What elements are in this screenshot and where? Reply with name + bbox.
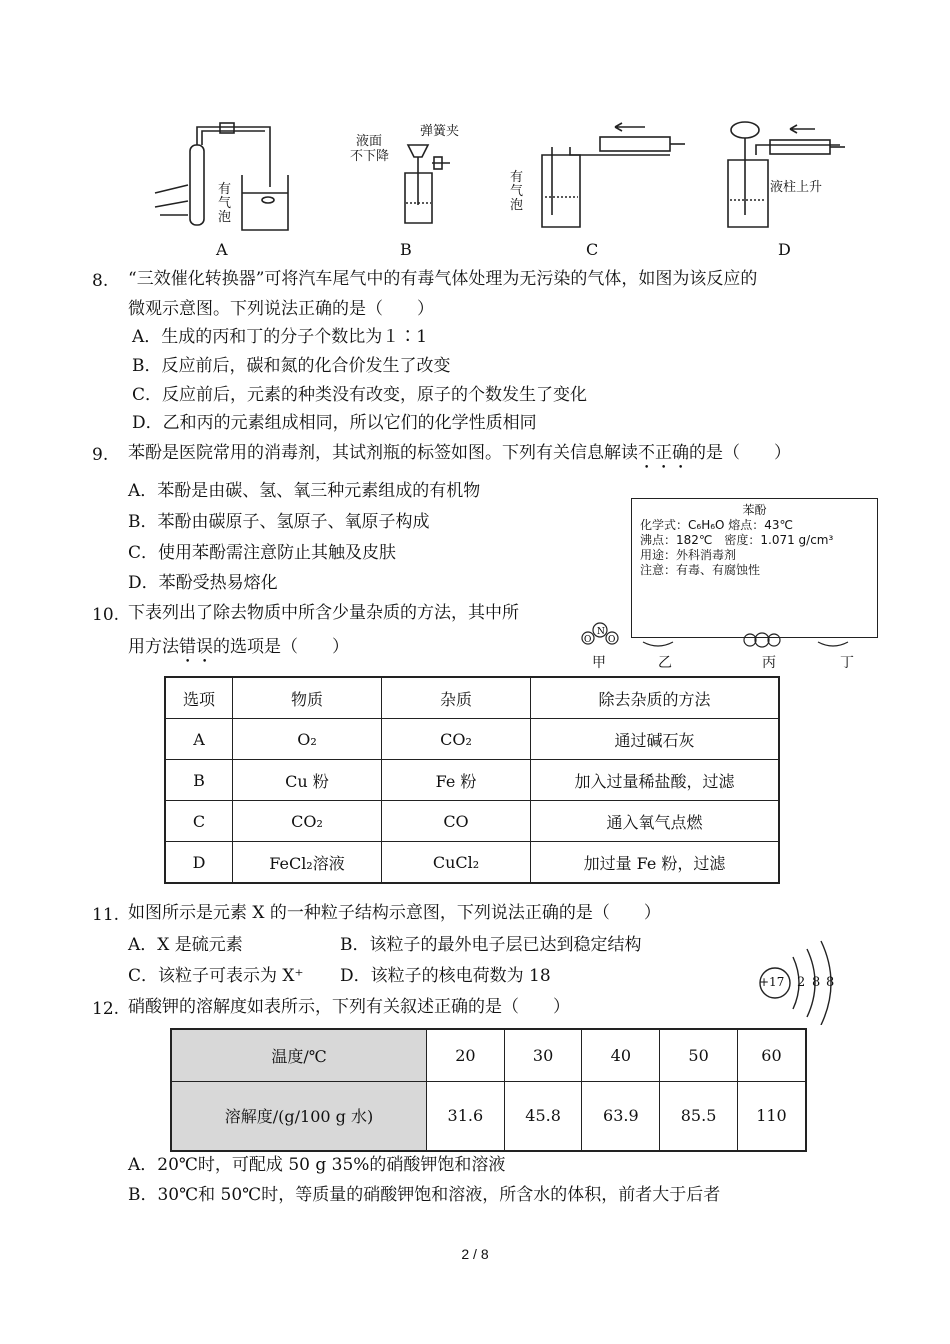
- q11-option-d: D．该粒子的核电荷数为 18: [340, 966, 551, 986]
- nucleus-charge: +17: [759, 975, 785, 989]
- table-row: 温度/℃ 20 30 40 50 60: [171, 1029, 806, 1081]
- impurity-table: [164, 676, 780, 884]
- q8-option-c: C．反应前后，元素的种类没有改变，原子的个数发生了变化: [132, 385, 588, 405]
- phenol-label-line1: 化学式：C₆H₆O 熔点：43℃: [640, 518, 794, 532]
- svg-text:N: N: [597, 627, 605, 637]
- q10-stem-line1: 下表列出了除去物质中所含少量杂质的方法，其中所: [128, 603, 519, 623]
- figure-label-c: C: [586, 240, 599, 259]
- table-row: B Cu 粉 Fe 粉 加入过量稀盐酸，过滤: [165, 760, 779, 801]
- q9-emphasis: 不正确: [638, 443, 689, 463]
- molecule-label-bing: 丙: [762, 655, 776, 671]
- figure-label-d: D: [778, 240, 791, 259]
- q10-emphasis: 错误: [179, 637, 213, 657]
- q11-option-a: A．X 是硫元素: [128, 935, 243, 955]
- table-row: D FeCl₂溶液 CuCl₂ 加过量 Fe 粉，过滤: [165, 842, 779, 884]
- molecule-label-yi: 乙: [658, 655, 672, 671]
- q12-option-b: B．30℃和 50℃时，等质量的硝酸钾饱和溶液，所含水的体积，前者大于后者: [128, 1185, 721, 1205]
- phenol-label-line4: 注意：有毒、有腐蚀性: [640, 563, 761, 577]
- q9-option-a: A．苯酚是由碳、氢、氧三种元素组成的有机物: [128, 481, 481, 501]
- q8-number: 8.: [92, 271, 109, 291]
- table-row: A O₂ CO₂ 通过碱石灰: [165, 719, 779, 760]
- table-header: 选项: [165, 677, 233, 719]
- table-row-header: 温度/℃: [171, 1029, 427, 1081]
- q10-stem-line2: 用方法错误的选项是（ ）: [128, 637, 349, 657]
- q8-stem-line2: 微观示意图。下列说法正确的是（ ）: [128, 299, 434, 319]
- figure-c-apparatus: [542, 123, 685, 227]
- q9-option-c: C．使用苯酚需注意防止其触及皮肤: [128, 543, 397, 563]
- phenol-reagent-label: [631, 498, 878, 638]
- phenol-label-line2: 沸点：182℃ 密度：1.071 g/cm³: [640, 533, 834, 547]
- page-number: 2 / 8: [461, 1246, 489, 1262]
- molecule-label-ding: 丁: [840, 655, 854, 671]
- figure-c-bubble-label: 有气泡: [510, 170, 524, 213]
- q12-option-a: A．20℃时，可配成 50 g 35%的硝酸钾饱和溶液: [128, 1155, 506, 1175]
- molecule-label-jia: 甲: [592, 655, 606, 671]
- figure-label-b: B: [400, 240, 412, 259]
- svg-text:O: O: [608, 635, 616, 645]
- shell-2-electrons: 8: [812, 975, 821, 990]
- phenol-label-line3: 用途：外科消毒剂: [640, 548, 737, 562]
- q11-stem: 如图所示是元素 X 的一种粒子结构示意图，下列说法正确的是（ ）: [128, 903, 661, 923]
- q9-option-b: B．苯酚由碳原子、氢原子、氧原子构成: [128, 512, 430, 532]
- solubility-table: [170, 1028, 807, 1152]
- figure-b-clip-label: 弹簧夹: [420, 124, 460, 139]
- figure-b-liquid-label: 液面不下降: [350, 134, 390, 164]
- q8-option-a: A．生成的丙和丁的分子个数比为１∶1: [132, 327, 428, 347]
- table-row: 溶解度/(g/100 g 水) 31.6 45.8 63.9 85.5 110: [171, 1081, 806, 1151]
- figure-d-column-label: 液柱上升: [770, 180, 823, 195]
- q12-stem: 硝酸钾的溶解度如表所示，下列有关叙述正确的是（ ）: [128, 997, 570, 1017]
- q9-stem: 苯酚是医院常用的消毒剂，其试剂瓶的标签如图。下列有关信息解读不正确的是（ ）: [128, 443, 791, 463]
- table-header-row: [165, 677, 779, 719]
- table-header: 杂质: [382, 677, 531, 719]
- table-row: C CO₂ CO 通入氧气点燃: [165, 801, 779, 842]
- figure-label-a: A: [216, 240, 228, 259]
- figure-d-apparatus: [728, 122, 845, 227]
- q12-number: 12.: [92, 999, 120, 1019]
- q11-option-b: B．该粒子的最外电子层已达到稳定结构: [340, 935, 642, 955]
- q9-option-d: D．苯酚受热易熔化: [128, 573, 278, 593]
- q8-option-b: B．反应前后，碳和氮的化合价发生了改变: [132, 356, 451, 376]
- svg-text:O: O: [584, 635, 592, 645]
- q8-option-d: D．乙和丙的元素组成相同，所以它们的化学性质相同: [132, 413, 537, 433]
- table-header: 除去杂质的方法: [531, 677, 780, 719]
- apparatus-figures: [150, 115, 870, 245]
- molecule-diagram: [578, 618, 868, 650]
- phenol-label-title: 苯酚: [742, 503, 767, 517]
- figure-a-bubble-label: 有气泡: [218, 182, 232, 225]
- q8-stem-line1: “三效催化转换器”可将汽车尾气中的有毒气体处理为无污染的气体，如图为该反应的: [128, 269, 758, 289]
- q9-number: 9.: [92, 445, 109, 465]
- q11-option-c: C．该粒子可表示为 X⁺: [128, 966, 304, 986]
- shell-3-electrons: 8: [826, 975, 835, 990]
- figure-b-apparatus: [405, 145, 450, 223]
- table-row-header: 溶解度/(g/100 g 水): [171, 1081, 427, 1151]
- table-header: 物质: [233, 677, 382, 719]
- q11-number: 11.: [92, 905, 120, 925]
- q10-number: 10.: [92, 605, 120, 625]
- shell-1-electrons: 2: [797, 975, 806, 990]
